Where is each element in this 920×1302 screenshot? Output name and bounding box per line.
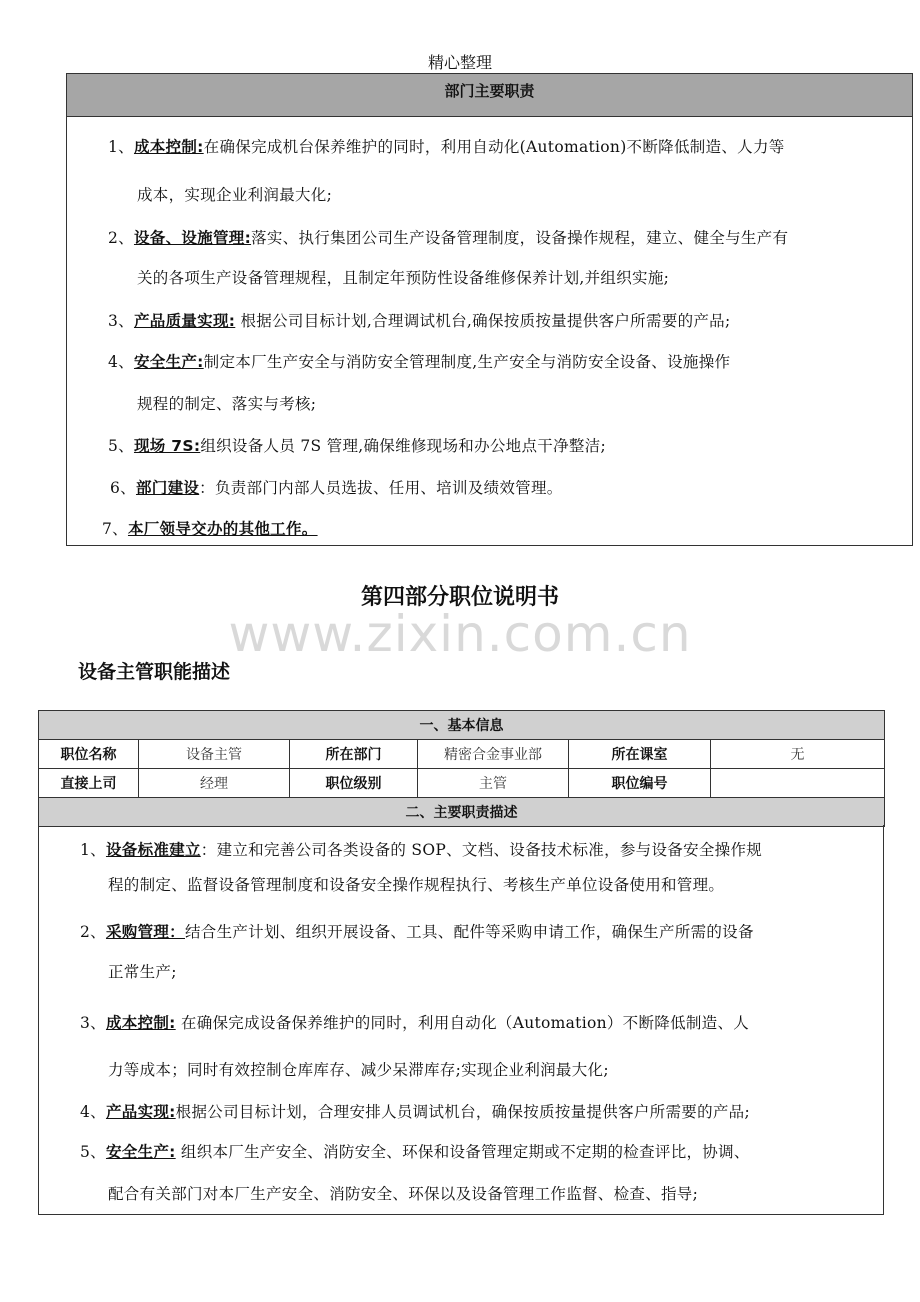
- basic-info-title: 一、基本信息: [39, 711, 885, 740]
- main-duty-item-2: 2、采购管理：结合生产计划、组织开展设备、工具、配件等采购申请工作，确保生产所需的设备: [80, 923, 754, 941]
- value-level: 主管: [418, 769, 569, 798]
- main-duty-item-5: 5、安全生产: 组织本厂生产安全、消防安全、环保和设备管理定期或不定期的检查评比，协调、: [80, 1143, 750, 1161]
- main-duty-item-4: 4、产品实现:根据公司目标计划，合理安排人员调试机台，确保按质按量提供客户所需要的产品;: [80, 1103, 750, 1121]
- duty-keyword: 安全生产:: [105, 1143, 176, 1161]
- main-duty-item-1: 1、设备标准建立：建立和完善公司各类设备的 SOP、文档、设备技术标准，参与设备安全操作规: [80, 841, 763, 859]
- main-duty-item-1-cont: 程的制定、监督设备管理制度和设备安全操作规程执行、考核生产单位设备使用和管理。: [108, 876, 725, 894]
- duty-description-title: 二、主要职责描述: [39, 798, 885, 827]
- duty-keyword: 成本控制:: [105, 1014, 176, 1032]
- label-supervisor: 直接上司: [39, 769, 139, 798]
- duty-keyword: 成本控制:: [133, 138, 204, 156]
- basic-info-table: [38, 710, 885, 827]
- duty-item-2-cont: 关的各项生产设备管理规程，且制定年预防性设备维修保养计划,并组织实施;: [137, 269, 670, 287]
- label-level: 职位级别: [290, 769, 418, 798]
- duty-item-6: 6、部门建设：负责部门内部人员选拔、任用、培训及绩效管理。: [110, 479, 563, 497]
- department-duties-title: 部门主要职责: [67, 74, 912, 117]
- sub-title: 设备主管职能描述: [78, 661, 231, 683]
- duty-keyword: 现场 7S:: [133, 437, 201, 455]
- duty-keyword: 采购管理：: [105, 923, 185, 941]
- duty-keyword: 产品实现:: [105, 1103, 176, 1121]
- watermark: www.zixin.com.cn: [228, 605, 692, 663]
- duty-item-7: 7、本厂领导交办的其他工作。: [102, 520, 318, 538]
- duty-item-3: 3、产品质量实现: 根据公司目标计划,合理调试机台,确保按质按量提供客户所需要的产品;: [108, 312, 731, 330]
- label-position-code: 职位编号: [569, 769, 711, 798]
- section-title: 第四部分职位说明书: [360, 585, 559, 610]
- page-header-caption: 精心整理: [427, 53, 492, 72]
- main-duty-item-5-cont: 配合有关部门对本厂生产安全、消防安全、环保以及设备管理工作监督、检查、指导;: [108, 1185, 699, 1203]
- duty-keyword: 安全生产:: [133, 353, 204, 371]
- duty-item-5: 5、现场 7S:组织设备人员 7S 管理,确保维修现场和办公地点干净整洁;: [108, 437, 606, 455]
- duty-item-4-cont: 规程的制定、落实与考核;: [137, 395, 317, 413]
- value-supervisor: 经理: [139, 769, 290, 798]
- value-section: 无: [711, 740, 885, 769]
- duty-keyword: 产品质量实现:: [133, 312, 236, 330]
- duty-item-4: 4、安全生产:制定本厂生产安全与消防安全管理制度,生产安全与消防安全设备、设施操作: [108, 353, 731, 371]
- duty-keyword: 本厂领导交办的其他工作。: [127, 520, 318, 538]
- duty-keyword: 设备、设施管理:: [133, 229, 252, 247]
- duty-keyword: 设备标准建立: [105, 841, 201, 859]
- main-duty-item-3-cont: 力等成本；同时有效控制仓库库存、减少呆滞库存;实现企业利润最大化;: [108, 1061, 609, 1079]
- label-department: 所在部门: [290, 740, 418, 769]
- value-position-code: [711, 769, 885, 798]
- main-duty-item-2-cont: 正常生产;: [108, 963, 177, 981]
- label-section: 所在课室: [569, 740, 711, 769]
- duty-item-1-cont: 成本，实现企业利润最大化;: [137, 186, 333, 204]
- duty-item-1: 1、成本控制:在确保完成机台保养维护的同时，利用自动化(Automation)不断降低制造、人力等: [108, 138, 785, 156]
- duty-item-2: 2、设备、设施管理:落实、执行集团公司生产设备管理制度，设备操作规程，建立、健全与生产有: [108, 229, 789, 247]
- duty-keyword: 部门建设: [135, 479, 200, 497]
- main-duty-item-3: 3、成本控制: 在确保完成设备保养维护的同时，利用自动化（Automation）不断降低制造、人: [80, 1014, 750, 1032]
- value-department: 精密合金事业部: [418, 740, 569, 769]
- label-position-name: 职位名称: [39, 740, 139, 769]
- value-position-name: 设备主管: [139, 740, 290, 769]
